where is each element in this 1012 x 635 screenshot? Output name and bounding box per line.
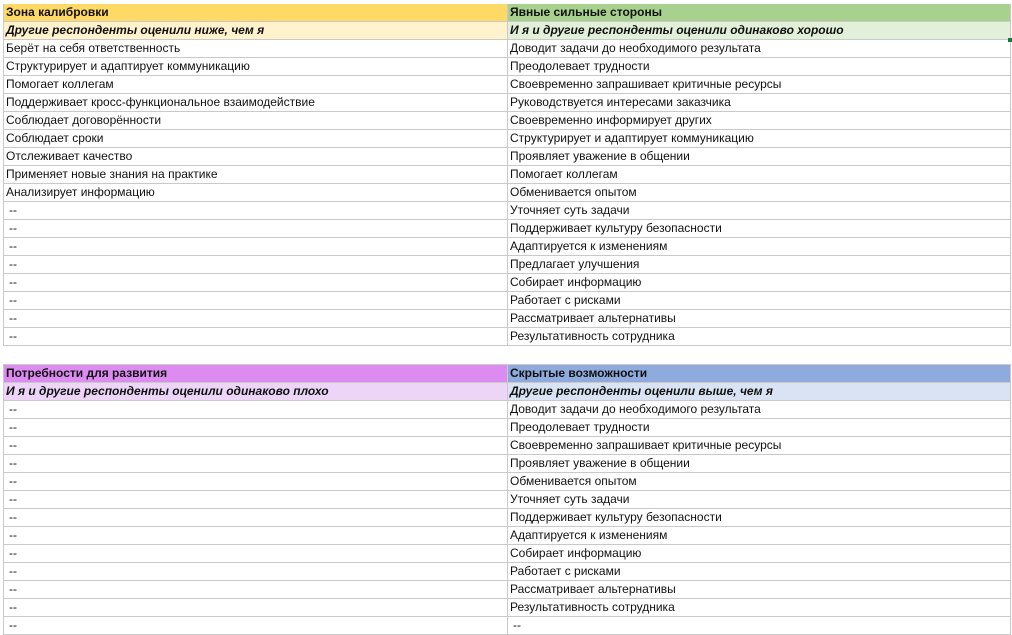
right-column-cell[interactable]: Адаптируется к изменениям	[508, 238, 1011, 255]
right-column-cell[interactable]: Собирает информацию	[508, 274, 1011, 291]
subheader-row-top	[3, 22, 1011, 40]
hidden-opportunities-header[interactable]: Скрытые возможности	[508, 365, 1011, 382]
left-column-cell[interactable]: --	[3, 581, 508, 598]
table-row	[3, 437, 1011, 455]
calibration-zone-subheader[interactable]: Другие респонденты оценили ниже, чем я	[3, 22, 508, 39]
spreadsheet-grid	[3, 4, 1011, 635]
table-row	[3, 220, 1011, 238]
table-row	[3, 491, 1011, 509]
spacer-row	[3, 346, 1011, 365]
left-column-cell[interactable]: Берёт на себя ответственность	[3, 40, 508, 57]
left-column-cell[interactable]: --	[3, 292, 508, 309]
right-column-cell[interactable]: Работает с рисками	[508, 292, 1011, 309]
top-table-rows	[3, 40, 1011, 346]
left-column-cell[interactable]: --	[3, 563, 508, 580]
right-column-cell[interactable]: Рассматривает альтернативы	[508, 581, 1011, 598]
left-column-cell[interactable]: --	[3, 202, 508, 219]
left-column-cell[interactable]: --	[3, 401, 508, 418]
left-column-cell[interactable]: --	[3, 328, 508, 345]
right-column-cell[interactable]: Поддерживает культуру безопасности	[508, 220, 1011, 237]
table-row	[3, 401, 1011, 419]
left-column-cell[interactable]: --	[3, 455, 508, 472]
left-column-cell[interactable]: --	[3, 238, 508, 255]
left-column-cell[interactable]: --	[3, 545, 508, 562]
right-column-cell[interactable]: Преодолевает трудности	[508, 58, 1011, 75]
right-column-cell[interactable]: Доводит задачи до необходимого результата	[508, 401, 1011, 418]
left-column-cell[interactable]: --	[3, 310, 508, 327]
table-row	[3, 310, 1011, 328]
table-row	[3, 184, 1011, 202]
left-column-cell[interactable]: Помогает коллегам	[3, 76, 508, 93]
right-column-cell[interactable]: Своевременно информирует других	[508, 112, 1011, 129]
table-row	[3, 40, 1011, 58]
hidden-opportunities-subheader[interactable]: Другие респонденты оценили выше, чем я	[508, 383, 1011, 400]
subheader-row-bottom	[3, 383, 1011, 401]
table-row	[3, 581, 1011, 599]
right-column-cell[interactable]: Предлагает улучшения	[508, 256, 1011, 273]
table-row	[3, 545, 1011, 563]
table-row	[3, 455, 1011, 473]
development-needs-subheader[interactable]: И я и другие респонденты оценили одинаково плохо	[3, 383, 508, 400]
right-column-cell[interactable]: Собирает информацию	[508, 545, 1011, 562]
table-row	[3, 202, 1011, 220]
left-column-cell[interactable]: Отслеживает качество	[3, 148, 508, 165]
left-column-cell[interactable]: --	[3, 617, 508, 634]
table-row	[3, 58, 1011, 76]
right-column-cell[interactable]: Преодолевает трудности	[508, 419, 1011, 436]
table-row	[3, 473, 1011, 491]
table-row	[3, 256, 1011, 274]
right-column-cell[interactable]: Уточняет суть задачи	[508, 202, 1011, 219]
table-row	[3, 563, 1011, 581]
table-row	[3, 94, 1011, 112]
left-column-cell[interactable]: Соблюдает договорённости	[3, 112, 508, 129]
table-row	[3, 274, 1011, 292]
table-row	[3, 148, 1011, 166]
table-row	[3, 328, 1011, 346]
left-column-cell[interactable]: Применяет новые знания на практике	[3, 166, 508, 183]
left-column-cell[interactable]: --	[3, 473, 508, 490]
table-row	[3, 76, 1011, 94]
left-column-cell[interactable]: --	[3, 437, 508, 454]
table-row	[3, 130, 1011, 148]
left-column-cell[interactable]: Структурирует и адаптирует коммуникацию	[3, 58, 508, 75]
bottom-table-rows	[3, 401, 1011, 635]
left-column-cell[interactable]: --	[3, 527, 508, 544]
right-column-cell[interactable]: Своевременно запрашивает критичные ресурсы	[508, 76, 1011, 93]
right-column-cell[interactable]: Руководствуется интересами заказчика	[508, 94, 1011, 111]
left-column-cell[interactable]: Поддерживает кросс-функциональное взаимодействие	[3, 94, 508, 111]
right-column-cell[interactable]: Доводит задачи до необходимого результата	[508, 40, 1011, 57]
left-column-cell[interactable]: --	[3, 419, 508, 436]
right-column-cell[interactable]: Своевременно запрашивает критичные ресурсы	[508, 437, 1011, 454]
right-column-cell[interactable]: Обменивается опытом	[508, 184, 1011, 201]
left-column-cell[interactable]: Анализирует информацию	[3, 184, 508, 201]
left-column-cell[interactable]: --	[3, 220, 508, 237]
right-column-cell[interactable]: Уточняет суть задачи	[508, 491, 1011, 508]
right-column-cell[interactable]: Работает с рисками	[508, 563, 1011, 580]
right-column-cell[interactable]: --	[508, 617, 1011, 634]
right-column-cell[interactable]: Помогает коллегам	[508, 166, 1011, 183]
left-column-cell[interactable]: Соблюдает сроки	[3, 130, 508, 147]
table-row	[3, 166, 1011, 184]
selection-fill-handle[interactable]	[1008, 38, 1012, 42]
table-row	[3, 527, 1011, 545]
calibration-zone-header[interactable]: Зона калибровки	[3, 4, 508, 21]
left-column-cell[interactable]: --	[3, 256, 508, 273]
right-column-cell[interactable]: Поддерживает культуру безопасности	[508, 509, 1011, 526]
left-column-cell[interactable]: --	[3, 274, 508, 291]
left-column-cell[interactable]: --	[3, 509, 508, 526]
table-row	[3, 292, 1011, 310]
table-row	[3, 599, 1011, 617]
table-row	[3, 238, 1011, 256]
right-column-cell[interactable]: Проявляет уважение в общении	[508, 455, 1011, 472]
left-column-cell[interactable]: --	[3, 491, 508, 508]
right-column-cell[interactable]: Результативность сотрудника	[508, 328, 1011, 345]
table-row	[3, 617, 1011, 635]
strengths-header[interactable]: Явные сильные стороны	[508, 4, 1011, 21]
right-column-cell[interactable]: Адаптируется к изменениям	[508, 527, 1011, 544]
header-row-bottom	[3, 365, 1011, 383]
strengths-subheader[interactable]: И я и другие респонденты оценили одинаково хорошо	[508, 22, 1011, 39]
left-column-cell[interactable]: --	[3, 599, 508, 616]
right-column-cell[interactable]: Структурирует и адаптирует коммуникацию	[508, 130, 1011, 147]
header-row-top	[3, 4, 1011, 22]
right-column-cell[interactable]: Проявляет уважение в общении	[508, 148, 1011, 165]
right-column-cell[interactable]: Обменивается опытом	[508, 473, 1011, 490]
table-row	[3, 112, 1011, 130]
right-column-cell[interactable]: Результативность сотрудника	[508, 599, 1011, 616]
development-needs-header[interactable]: Потребности для развития	[3, 365, 508, 382]
right-column-cell[interactable]: Рассматривает альтернативы	[508, 310, 1011, 327]
table-row	[3, 509, 1011, 527]
table-row	[3, 419, 1011, 437]
